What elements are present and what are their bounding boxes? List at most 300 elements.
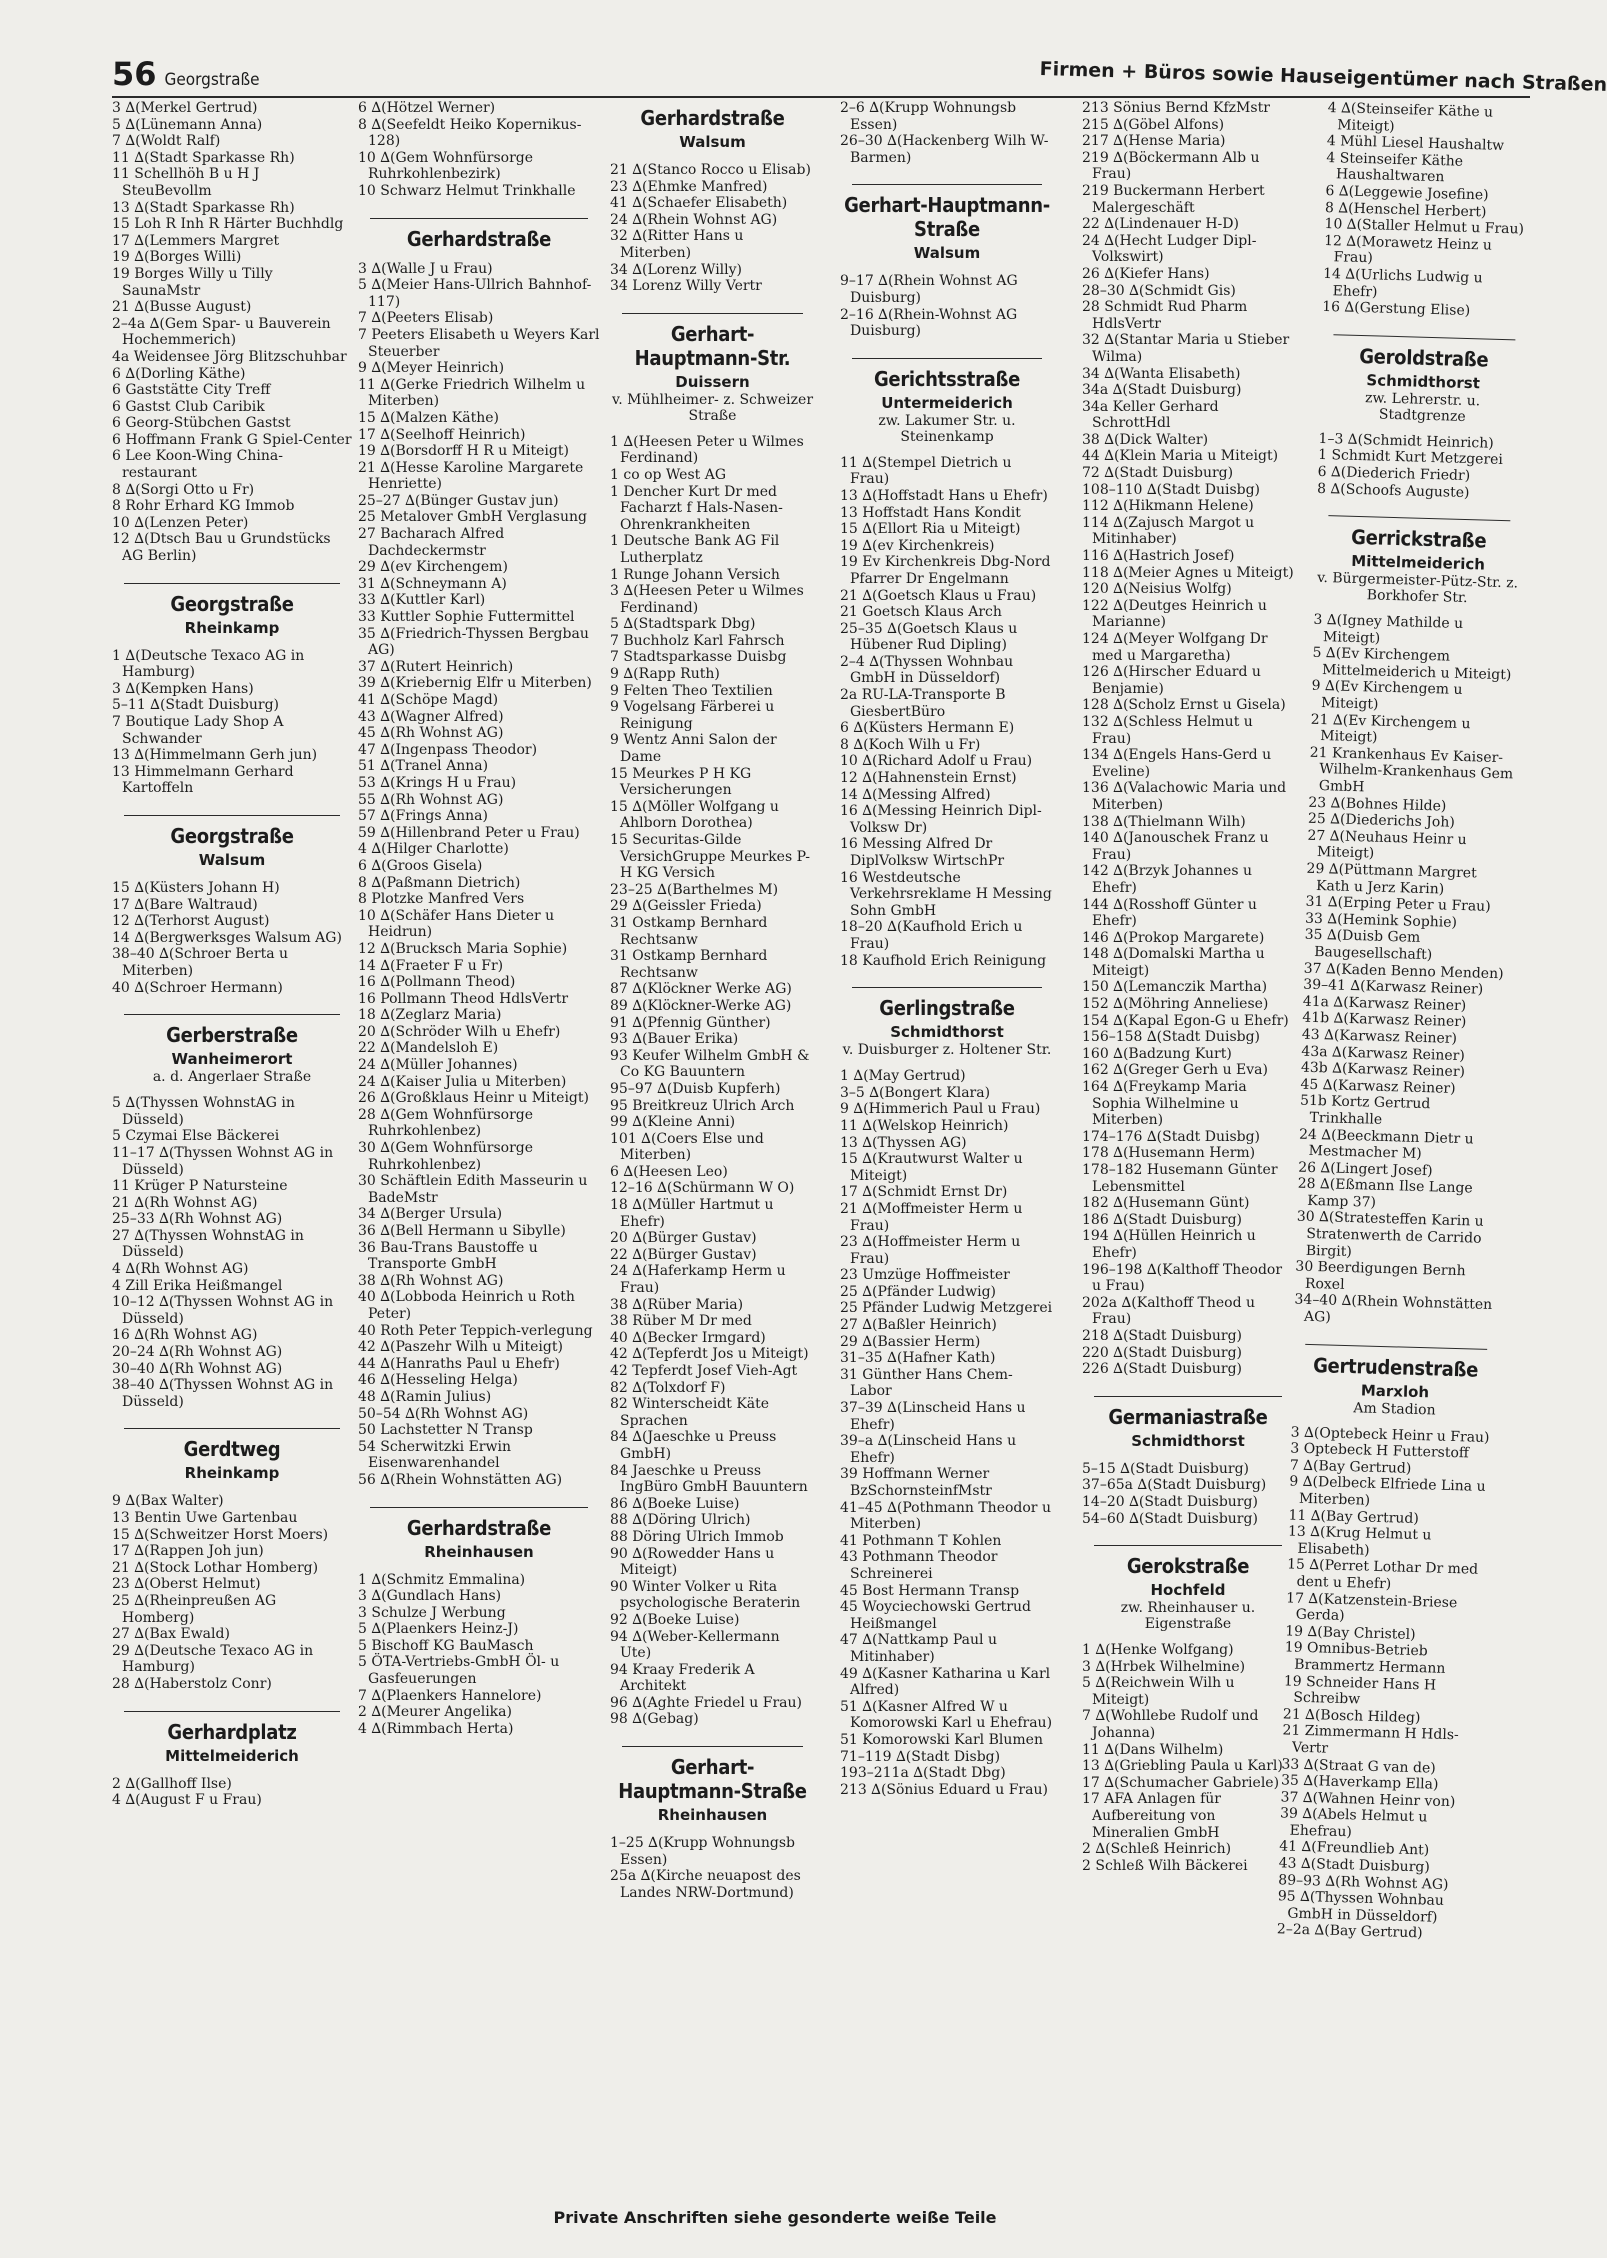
directory-entry: 24 ∆(Müller Johannes) — [358, 1057, 518, 1074]
directory-entry: 220 ∆(Stadt Duisburg) — [1082, 1344, 1243, 1361]
directory-entry: 29 ∆(Deutsche Texaco AG in Hamburg) — [112, 1642, 314, 1676]
directory-entry: 219 Buckermann Herbert Malergeschäft — [1082, 182, 1265, 216]
directory-entry: 96 ∆(Aghte Friedel u Frau) — [610, 1694, 802, 1711]
street-section-heading — [1291, 1343, 1499, 1420]
directory-entry: 5 Czymai Else Bäckerei — [112, 1128, 280, 1145]
directory-entry: 19 Borges Willy u Tilly SaunaMstr — [112, 265, 273, 299]
directory-entry: 39 ∆(Kriebernig Elfr u Miterben) — [358, 675, 592, 692]
page-number: 56 — [112, 55, 157, 93]
directory-entry: 50 Lachstetter N Transp — [358, 1422, 533, 1439]
street-range: v. Duisburger z. Holtener Str. — [842, 1042, 1052, 1059]
directory-entry: 91 ∆(Pfennig Günther) — [610, 1014, 771, 1031]
directory-entry: 38–40 ∆(Schroer Berta u Miterben) — [112, 946, 289, 979]
directory-entry: 42 ∆(Paszehr Wilh u Miteigt) — [358, 1339, 563, 1356]
district-name: Duissern — [675, 372, 750, 391]
directory-entry: 27 ∆(Thyssen WohnstAG in Düsseld) — [112, 1227, 304, 1261]
directory-entry: 2 ∆(Meurer Angelika) — [358, 1704, 512, 1721]
section-rule — [124, 1711, 340, 1712]
directory-entry: 152 ∆(Möhring Anneliese) — [1082, 996, 1269, 1013]
district-name: Schmidthorst — [890, 1023, 1004, 1042]
directory-entry: 8 ∆(Henschel Herbert) — [1324, 199, 1487, 221]
district-name: Mittelmeiderich — [1351, 551, 1486, 574]
section-rule — [1094, 1396, 1282, 1397]
directory-entry: 6 ∆(Leggewie Josefine) — [1325, 182, 1489, 204]
directory-entry: 43 Pothmann Theodor Schreinerei — [840, 1549, 998, 1582]
directory-entry: 14–20 ∆(Stadt Duisburg) — [1082, 1493, 1258, 1510]
street-section-heading — [1319, 334, 1527, 427]
directory-entry: 26–30 ∆(Hackenberg Wilh W-Barmen) — [840, 133, 1049, 166]
street-section-heading — [1314, 515, 1522, 608]
directory-entry: 9 ∆(Ev Kirchengem u Miteigt) — [1311, 678, 1463, 713]
directory-entry: 43b ∆(Karwasz Reiner) — [1300, 1059, 1466, 1081]
directory-entry: 7 ∆(Bay Gertrud) — [1289, 1457, 1412, 1477]
directory-entry: 19 ∆(Bay Christel) — [1285, 1623, 1416, 1643]
directory-entry: 6 Gastst Club Caribik — [112, 398, 265, 415]
district-name: Hochfeld — [1150, 1581, 1226, 1600]
directory-entry: 72 ∆(Stadt Duisburg) — [1082, 465, 1234, 482]
directory-entry: 11 ∆(Bay Gertrud) — [1288, 1507, 1420, 1527]
directory-entry: 41a ∆(Karwasz Reiner) — [1302, 993, 1467, 1014]
directory-entry: 3 ∆(Merkel Gertrud) — [112, 100, 258, 116]
directory-entry: 9 ∆(Bax Walter) — [112, 1493, 224, 1510]
street-name: Gerhardstraße — [640, 106, 785, 130]
directory-entry: 29 ∆(Geissler Frieda) — [610, 898, 762, 915]
directory-entry: 6 ∆(Heesen Leo) — [610, 1163, 728, 1180]
directory-entry: 16 ∆(Messing Heinrich Dipl-Volksw Dr) — [840, 803, 1042, 836]
directory-entry: 6 Lee Koon-Wing China-restaurant — [112, 448, 283, 482]
directory-entry: 45 ∆(Karwasz Reiner) — [1300, 1076, 1456, 1097]
directory-entry: 31 Ostkamp Bernhard Rechtsanw — [610, 914, 768, 948]
directory-entry: 56 ∆(Rhein Wohnstätten AG) — [358, 1471, 563, 1488]
directory-entry: 43 ∆(Stadt Duisburg) — [1278, 1855, 1431, 1876]
directory-entry: 41b ∆(Karwasz Reiner) — [1302, 1009, 1467, 1031]
directory-entry: 15 Loh R Inh R Härter Buchhdlg — [112, 216, 344, 233]
street-section-heading — [358, 218, 600, 251]
directory-entry: 6 Hoffmann Frank G Spiel-Center — [112, 431, 352, 448]
street-name: Gerichtsstraße — [873, 366, 1021, 391]
directory-entry: 5 ∆(Reichwein Wilh u Miteigt) — [1082, 1675, 1235, 1708]
page-header-right: Firmen + Büros sowie Hauseigentümer nach Straßen — [1039, 58, 1607, 96]
directory-entry: 46 ∆(Hesseling Helga) — [358, 1372, 518, 1389]
section-rule — [124, 815, 340, 816]
directory-entry: 19 ∆(Borsdorff H R u Miteigt) — [358, 443, 569, 460]
directory-entry: 27 ∆(Baßler Heinrich) — [840, 1317, 997, 1334]
directory-entry: 31 ∆(Erping Peter u Frau) — [1305, 893, 1491, 916]
street-name: Gerhardplatz — [167, 1719, 297, 1744]
street-section-heading — [112, 1428, 352, 1483]
directory-entry: 162 ∆(Greger Gerh u Eva) — [1082, 1062, 1268, 1079]
directory-entry: 4a Weidensee Jörg Blitzschuhbar — [112, 348, 347, 365]
street-name: Gerhart-Hauptmann-Straße — [844, 193, 1050, 242]
directory-entry: 6 Gaststätte City Treff — [112, 382, 271, 399]
directory-entry: 57 ∆(Frings Anna) — [358, 808, 488, 825]
street-section-heading — [112, 815, 352, 870]
directory-entry: 25 Metalover GmbH Verglasung — [358, 509, 587, 526]
directory-entry: 8 ∆(Seefeldt Heiko Kopernikus-128) — [358, 116, 582, 150]
directory-entry: 118 ∆(Meier Agnes u Miteigt) — [1082, 564, 1294, 581]
directory-entry: 82 Winterscheidt Käte Sprachen — [610, 1396, 770, 1429]
directory-entry: 18 Kaufhold Erich Reinigung — [840, 952, 1047, 969]
directory-entry: 5 ÖTA-Vertriebs-GmbH Öl- u Gasfeuerungen — [358, 1654, 560, 1688]
directory-entry: 1 Schmidt Kurt Metzgerei — [1317, 447, 1504, 469]
section-rule — [622, 1746, 803, 1747]
directory-entry: 84 Jaeschke u Preuss IngBüro GmbH Bauuntern — [610, 1462, 808, 1496]
directory-entry: 50–54 ∆(Rh Wohnst AG) — [358, 1405, 529, 1422]
street-name: Gerhart-Hauptmann-Straße — [618, 1755, 807, 1804]
directory-entry: 126 ∆(Hirscher Eduard u Benjamie) — [1082, 664, 1261, 697]
street-name: Gerrickstraße — [1350, 524, 1487, 553]
directory-entry: 35 ∆(Duisb Gem Baugesellschaft) — [1304, 927, 1433, 964]
directory-entry: 178–182 Husemann Günter Lebensmittel — [1082, 1162, 1278, 1195]
directory-entry: 16 Messing Alfred Dr DiplVolksw WirtschPr — [840, 836, 1005, 869]
section-rule — [852, 358, 1042, 359]
column-3 — [610, 100, 815, 1901]
directory-entry: 5 Bischoff KG BauMasch — [358, 1637, 534, 1654]
directory-entry: 28–30 ∆(Schmidt Gis) — [1082, 282, 1236, 299]
directory-entry: 218 ∆(Stadt Duisburg) — [1082, 1327, 1243, 1344]
directory-entry: 6 ∆(Groos Gisela) — [358, 857, 483, 874]
directory-entry: 18–20 ∆(Kaufhold Erich u Frau) — [840, 919, 1023, 952]
directory-entry: 2–6 ∆(Krupp Wohnungsb Essen) — [840, 100, 1017, 133]
directory-entry: 11 ∆(Stempel Dietrich u Frau) — [840, 454, 1012, 488]
directory-entry: 90 Winter Volker u Rita psychologische Beraterin — [610, 1578, 801, 1612]
directory-entry: 19 Omnibus-Betrieb Brammertz Hermann — [1284, 1639, 1446, 1677]
directory-entry: 49 ∆(Kasner Katharina u Karl Alfred) — [840, 1665, 1051, 1699]
section-rule — [1328, 515, 1510, 521]
directory-entry: 15 Securitas-Gilde VersichGruppe Meurkes P-H KG Versich — [610, 832, 810, 882]
directory-entry: 17 ∆(Seelhoff Heinrich) — [358, 426, 526, 443]
directory-entry: 33 ∆(Straat G van de) — [1281, 1755, 1436, 1777]
directory-entry: 30 ∆(Gem Wohnfürsorge Ruhrkohlenbez) — [358, 1140, 534, 1173]
district-name: Rheinhausen — [424, 1542, 534, 1561]
directory-entry: 23 ∆(Bohnes Hilde) — [1308, 794, 1447, 815]
directory-entry: 7 Buchholz Karl Fahrsch — [610, 632, 785, 649]
directory-entry: 4 ∆(August F u Frau) — [112, 1792, 262, 1809]
directory-entry: 9 ∆(Rapp Ruth) — [610, 666, 720, 683]
section-rule — [124, 1014, 340, 1015]
directory-entry: 182 ∆(Husemann Günt) — [1082, 1195, 1250, 1212]
directory-entry: 26 ∆(Lingert Josef) — [1297, 1159, 1433, 1180]
directory-entry: 148 ∆(Domalski Martha u Miteigt) — [1082, 946, 1265, 979]
directory-entry: 18 ∆(Zeglarz Maria) — [358, 1007, 502, 1024]
directory-entry: 10 Schwarz Helmut Trinkhalle — [358, 182, 576, 199]
directory-entry: 25 ∆(Pfänder Ludwig) — [840, 1283, 997, 1300]
directory-entry: 19 Ev Kirchenkreis Dbg-Nord Pfarrer Dr Engelmann — [840, 554, 1051, 587]
directory-entry: 37 ∆(Rutert Heinrich) — [358, 658, 514, 675]
directory-entry: 25–33 ∆(Rh Wohnst AG) — [112, 1211, 283, 1228]
directory-entry: 23 Umzüge Hoffmeister — [840, 1267, 1010, 1284]
directory-entry: 1 Deutsche Bank AG Fil Lutherplatz — [610, 533, 780, 566]
directory-entry: 5 ∆(Plaenkers Heinz-J) — [358, 1621, 519, 1638]
directory-entry: 22 ∆(Lindenauer H-D) — [1082, 216, 1239, 233]
directory-entry: 8 Rohr Erhard KG Immob — [112, 498, 295, 515]
street-range: v. Mühlheimer- z. Schweizer Straße — [611, 391, 814, 424]
directory-entry: 71–119 ∆(Stadt Disbg) — [840, 1748, 1001, 1765]
directory-entry: 178 ∆(Husemann Herm) — [1082, 1145, 1256, 1162]
directory-entry: 3 ∆(Kempken Hans) — [112, 680, 254, 697]
directory-entry: 8 ∆(Schoofs Auguste) — [1316, 480, 1470, 501]
directory-entry: 40 ∆(Lobboda Heinrich u Roth Peter) — [358, 1289, 575, 1322]
directory-entry: 39 ∆(Abels Helmut u Ehefrau) — [1279, 1805, 1428, 1841]
directory-entry: 3 ∆(Optebeck Heinr u Frau) — [1290, 1424, 1490, 1446]
directory-entry: 23–25 ∆(Barthelmes M) — [610, 881, 779, 898]
directory-entry: 21 ∆(Goetsch Klaus u Frau) — [840, 587, 1037, 604]
directory-entry: 9–17 ∆(Rhein Wohnst AG Duisburg) — [840, 273, 1018, 306]
directory-entry: 193–211a ∆(Stadt Dbg) — [840, 1765, 1006, 1782]
directory-entry: 3 ∆(Walle J u Frau) — [358, 260, 493, 277]
directory-entry: 136 ∆(Valachowic Maria und Miterben) — [1082, 780, 1287, 813]
section-rule — [1333, 334, 1515, 340]
directory-entry: 132 ∆(Schless Helmut u Frau) — [1082, 713, 1253, 747]
directory-entry: 16 Westdeutsche Verkehrsreklame H Messing Sohn GmbH — [840, 869, 1052, 919]
directory-entry: 150 ∆(Lemanczik Martha) — [1082, 979, 1268, 996]
directory-entry: 124 ∆(Meyer Wolfgang Dr med u Margaretha) — [1082, 631, 1268, 664]
street-range: zw. Rheinhauser u. Eigenstraße — [1120, 1600, 1256, 1633]
directory-entry: 112 ∆(Hikmann Helene) — [1082, 498, 1254, 515]
directory-entry: 13 ∆(Thyssen AG) — [840, 1134, 967, 1151]
directory-entry: 3 ∆(Hrbek Wilhelmine) — [1082, 1658, 1246, 1675]
directory-entry: 1 co op West AG — [610, 466, 727, 483]
directory-entry: 27 Bacharach Alfred Dachdeckermstr — [358, 526, 505, 559]
directory-entry: 38 ∆(Rh Wohnst AG) — [358, 1272, 504, 1289]
street-name: Gerhardstraße — [406, 226, 552, 251]
directory-entry: 35 ∆(Friedrich-Thyssen Bergbau AG) — [358, 625, 589, 659]
directory-entry: 94 ∆(Weber-Kellermann Ute) — [610, 1628, 780, 1662]
directory-entry: 47 ∆(Nattkamp Paul u Mitinhaber) — [840, 1632, 997, 1665]
directory-entry: 160 ∆(Badzung Kurt) — [1082, 1045, 1232, 1062]
directory-entry: 25–27 ∆(Bünger Gustav jun) — [358, 492, 559, 509]
directory-entry: 36 Bau-Trans Baustoffe u Transporte GmbH — [358, 1239, 538, 1273]
directory-entry: 25 ∆(Rheinpreußen AG Homberg) — [112, 1592, 277, 1626]
directory-entry: 32 ∆(Stantar Maria u Stieber Wilma) — [1082, 332, 1290, 365]
header-street: Georgstraße — [164, 70, 260, 90]
directory-entry: 21 ∆(Moffmeister Herm u Frau) — [840, 1200, 1023, 1234]
directory-entry: 30 Schäftlein Edith Masseurin u BadeMstr — [358, 1173, 588, 1206]
directory-entry: 14 ∆(Messing Alfred) — [840, 786, 991, 803]
directory-entry: 202a ∆(Kalthoff Theod u Frau) — [1082, 1294, 1256, 1328]
directory-entry: 24 ∆(Beeckmann Dietr u Mestmacher M) — [1298, 1126, 1474, 1163]
directory-entry: 36 ∆(Bell Hermann u Sibylle) — [358, 1223, 566, 1239]
directory-entry: 27 ∆(Bax Ewald) — [112, 1626, 230, 1643]
street-name: Gerdtweg — [183, 1437, 281, 1462]
directory-entry: 215 ∆(Göbel Alfons) — [1082, 116, 1225, 133]
directory-entry: 31 Günther Hans Chem-Labor — [840, 1366, 1013, 1400]
directory-entry: 34 ∆(Berger Ursula) — [358, 1206, 503, 1223]
directory-entry: 9 ∆(Meyer Heinrich) — [358, 360, 505, 377]
directory-entry: 16 Pollmann Theod HdlsVertr — [358, 990, 569, 1007]
directory-entry: 26 ∆(Kiefer Hans) — [1082, 265, 1210, 282]
street-section-heading — [840, 358, 1054, 445]
directory-entry: 33 Kuttler Sophie Futtermittel — [358, 609, 575, 626]
directory-entry: 28 Schmidt Rud Pharm HdlsVertr — [1082, 299, 1248, 332]
directory-entry: 2–4a ∆(Gem Spar- u Bauverein Hochemmerich) — [112, 315, 331, 349]
directory-entry: 51b Kortz Gertrud Trinkhalle — [1299, 1092, 1431, 1128]
directory-entry: 31–35 ∆(Hafner Kath) — [840, 1350, 996, 1367]
directory-entry: 47 ∆(Ingenpass Theodor) — [358, 741, 538, 758]
directory-entry: 156–158 ∆(Stadt Duisbg) — [1082, 1029, 1261, 1046]
street-range: zw. Lakumer Str. u. Steinenkamp — [878, 412, 1016, 445]
directory-entry: 1 ∆(Heesen Peter u Wilmes Ferdinand) — [610, 433, 804, 467]
directory-entry: 20 ∆(Schröder Wilh u Ehefr) — [358, 1023, 561, 1040]
directory-entry: 21 ∆(Rh Wohnst AG) — [112, 1194, 258, 1211]
directory-entry: 44 ∆(Klein Maria u Miteigt) — [1082, 448, 1279, 465]
directory-entry: 23 ∆(Hoffmeister Herm u Frau) — [840, 1234, 1021, 1267]
directory-entry: 26 ∆(Großklaus Heinr u Miteigt) — [358, 1090, 589, 1107]
directory-entry: 59 ∆(Hillenbrand Peter u Frau) — [358, 824, 580, 841]
directory-entry: 9 ∆(Himmerich Paul u Frau) — [840, 1101, 1041, 1118]
directory-entry: 213 ∆(Sönius Eduard u Frau) — [840, 1781, 1048, 1798]
directory-entry: 13 Hoffstadt Hans Kondit — [840, 504, 1021, 521]
directory-entry: 13 Himmelmann Gerhard Kartoffeln — [112, 763, 294, 797]
section-rule — [622, 313, 803, 314]
directory-entry: 12 ∆(Dtsch Bau u Grundstücks AG Berlin) — [112, 531, 331, 565]
directory-entry: 51 ∆(Tranel Anna) — [358, 758, 489, 775]
street-name: Gerhardstraße — [406, 1515, 552, 1540]
directory-entry: 40 Roth Peter Teppich-verlegung — [358, 1322, 593, 1339]
directory-entry: 3 Optebeck H Futterstoff — [1290, 1440, 1470, 1462]
directory-entry: 21 ∆(Busse August) — [112, 299, 252, 316]
district-name: Rheinhausen — [657, 1806, 768, 1825]
directory-entry: 21 Zimmermann H Hdls-Vertr — [1282, 1722, 1459, 1757]
section-rule — [370, 1507, 588, 1508]
directory-entry: 30 Beerdigungen Bernh Roxel — [1295, 1258, 1466, 1293]
section-rule — [1094, 1545, 1282, 1546]
directory-entry: 12 ∆(Brucksch Maria Sophie) — [358, 940, 568, 957]
directory-entry: 7 Stadtsparkasse Duisbg — [610, 649, 787, 666]
street-name: Georgstraße — [170, 823, 294, 848]
directory-entry: 21 ∆(Stanco Rocco u Elisab) — [610, 162, 811, 178]
street-range: v. Bürgermeister-Pütz-Str. z. Borkhofer Str. — [1316, 569, 1519, 607]
street-name: Gerokstraße — [1126, 1554, 1250, 1579]
street-section-heading — [358, 1507, 600, 1562]
column-6 — [1277, 100, 1534, 1944]
directory-entry: 186 ∆(Stadt Duisburg) — [1082, 1211, 1243, 1228]
directory-entry: 28 ∆(Eßmann Ilse Lange Kamp 37) — [1297, 1175, 1473, 1211]
directory-entry: 39–a ∆(Linscheid Hans u Ehefr) — [840, 1433, 1017, 1466]
directory-entry: 42 ∆(Tepferdt Jos u Miteigt) — [610, 1346, 809, 1363]
directory-entry: 17 ∆(Schumacher Gabriele) — [1082, 1774, 1280, 1791]
directory-entry: 29 ∆(Püttmann Margret Kath u Jerz Karin) — [1306, 860, 1477, 898]
directory-entry: 88 ∆(Döring Ulrich) — [610, 1512, 751, 1529]
directory-entry: 43 ∆(Wagner Alfred) — [358, 708, 504, 725]
directory-entry: 25–35 ∆(Goetsch Klaus u Hübener Rud Dipling) — [840, 620, 1018, 654]
street-section-heading — [112, 1711, 352, 1766]
directory-entry: 54 Scherwitzki Erwin Eisenwarenhandel — [358, 1438, 511, 1472]
directory-entry: 17 AFA Anlagen für Aufbereitung von Mineralien GmbH — [1082, 1791, 1221, 1841]
directory-entry: 21 Goetsch Klaus Arch — [840, 604, 1002, 621]
directory-entry: 11–17 ∆(Thyssen Wohnst AG in Düsseld) — [112, 1144, 334, 1178]
directory-entry: 37 ∆(Kaden Benno Menden) — [1303, 960, 1504, 982]
directory-entry: 213 Sönius Bernd KfzMstr — [1082, 100, 1270, 116]
section-rule — [852, 987, 1042, 988]
directory-entry: 34–40 ∆(Rhein Wohnstätten AG) — [1294, 1291, 1493, 1326]
directory-entry: 13 ∆(Stadt Sparkasse Rh) — [112, 199, 295, 216]
street-name: Gertrudenstraße — [1312, 1352, 1479, 1382]
directory-entry: 2 ∆(Gallhoff Ilse) — [112, 1775, 232, 1792]
directory-entry: 19 ∆(Borges Willi) — [112, 249, 242, 266]
directory-entry: 24 ∆(Kaiser Julia u Miterben) — [358, 1073, 567, 1090]
directory-entry: 86 ∆(Boeke Luise) — [610, 1495, 740, 1512]
directory-entry: 146 ∆(Prokop Margarete) — [1082, 929, 1265, 946]
directory-entry: 38 Rüber M Dr med — [610, 1313, 752, 1330]
directory-entry: 41 ∆(Freundlieb Ant) — [1278, 1838, 1430, 1859]
directory-entry: 45 Woyciechowski Gertrud Heißmangel — [840, 1599, 1031, 1632]
directory-entry: 51 ∆(Kasner Alfred W u Komorowski Karl u Ehefrau) — [840, 1698, 1053, 1732]
directory-entry: 45 Bost Hermann Transp — [840, 1582, 1020, 1599]
directory-entry: 14 ∆(Urlichs Ludwig u Ehefr) — [1322, 265, 1483, 300]
directory-entry: 41 ∆(Schöpe Magd) — [358, 692, 499, 708]
directory-entry: 114 ∆(Zajusch Margot u Mitinhaber) — [1082, 514, 1255, 548]
directory-entry: 12 ∆(Morawetz Heinz u Frau) — [1323, 232, 1493, 267]
directory-entry: 40 ∆(Becker Irmgard) — [610, 1329, 766, 1346]
directory-entry: 217 ∆(Hense Maria) — [1082, 133, 1226, 150]
directory-entry: 24 ∆(Hecht Ludger Dipl-Volkswirt) — [1082, 232, 1257, 266]
footer-note: Private Anschriften siehe gesonderte weiße Teile — [553, 2208, 997, 2227]
directory-entry: 31 Ostkamp Bernhard Rechtsanw — [610, 948, 768, 981]
directory-entry: 28 ∆(Haberstolz Conr) — [112, 1675, 272, 1692]
directory-entry: 37 ∆(Wahnen Heinr von) — [1280, 1789, 1456, 1810]
district-name: Walsum — [198, 850, 266, 869]
directory-entry: 7 Peeters Elisabeth u Weyers Karl Steuerber — [358, 326, 600, 360]
directory-entry: 1–25 ∆(Krupp Wohnungsb Essen) — [610, 1835, 795, 1868]
directory-entry: 54–60 ∆(Stadt Duisburg) — [1082, 1510, 1258, 1527]
street-name: Gerhart-Hauptmann-Str. — [634, 321, 791, 370]
street-range: Am Stadion — [1353, 1399, 1436, 1419]
street-name: Geroldstraße — [1358, 343, 1489, 372]
directory-entry: 84 ∆(Jaeschke u Preuss GmbH) — [610, 1429, 777, 1462]
directory-entry: 37–39 ∆(Linscheid Hans u Ehefr) — [840, 1400, 1026, 1433]
directory-entry: 7 ∆(Peeters Elisab) — [358, 310, 494, 327]
directory-entry: 21 ∆(Ev Kirchengem u Miteigt) — [1310, 711, 1471, 746]
directory-entry: 5–11 ∆(Stadt Duisburg) — [112, 697, 280, 714]
directory-entry: 140 ∆(Janouschek Franz u Frau) — [1082, 830, 1269, 863]
directory-entry: 98 ∆(Gebag) — [610, 1711, 699, 1728]
directory-entry: 1 ∆(Schmitz Emmalina) — [358, 1571, 526, 1588]
directory-entry: 25a ∆(Kirche neuapost des Landes NRW-Dortmund) — [610, 1868, 801, 1901]
directory-entry: 17 ∆(Rappen Joh jun) — [112, 1543, 264, 1560]
directory-entry: 9 Vogelsang Färberei u Reinigung — [610, 699, 775, 732]
directory-entry: 12 ∆(Terhorst August) — [112, 913, 270, 930]
street-section-heading — [1082, 1396, 1294, 1451]
directory-entry: 13 ∆(Krug Helmut u Elisabeth) — [1287, 1523, 1432, 1559]
district-name: Rheinkamp — [184, 1464, 280, 1483]
directory-entry: 89–93 ∆(Rh Wohnst AG) — [1278, 1871, 1449, 1893]
street-range: zw. Lehrerstr. u. Stadtgrenze — [1364, 389, 1481, 425]
street-section-heading — [610, 1746, 815, 1825]
directory-entry: 17 ∆(Bare Waltraud) — [112, 896, 258, 913]
directory-entry: 29 ∆(ev Kirchengem) — [358, 559, 508, 576]
directory-entry: 30 ∆(Stratesteffen Karin u Stratenwerth de Carrido Birgit) — [1296, 1209, 1484, 1260]
column-4 — [840, 100, 1054, 1798]
directory-entry: 25 ∆(Diederichs Joh) — [1307, 810, 1456, 832]
directory-entry: 33 ∆(Kuttler Karl) — [358, 592, 486, 609]
directory-entry: 10 ∆(Richard Adolf u Frau) — [840, 753, 1033, 770]
street-section-heading — [610, 313, 815, 424]
directory-entry: 93 Keufer Wilhelm GmbH & Co KG Bauuntern — [610, 1047, 810, 1081]
directory-entry: 101 ∆(Coers Else und Miterben) — [610, 1130, 764, 1164]
directory-entry: 2a RU-LA-Transporte B GiesbertBüro — [840, 687, 1006, 720]
directory-entry: 116 ∆(Hastrich Josef) — [1082, 548, 1235, 565]
directory-entry: 53 ∆(Krings H u Frau) — [358, 774, 517, 791]
directory-entry: 32 ∆(Ritter Hans u Miterben) — [610, 228, 744, 261]
directory-entry: 5 ∆(Stadtspark Dbg) — [610, 616, 756, 633]
directory-entry: 2–4 ∆(Thyssen Wohnbau GmbH in Düsseldorf) — [840, 653, 1014, 687]
directory-entry: 9 Felten Theo Textilien — [610, 682, 773, 699]
directory-entry: 11 Krüger P Natursteine — [112, 1178, 288, 1195]
directory-entry: 33 ∆(Hemink Sophie) — [1304, 910, 1458, 931]
directory-entry: 13 ∆(Himmelmann Gerh jun) — [112, 747, 318, 764]
directory-entry: 5 ∆(Lünemann Anna) — [112, 116, 263, 133]
